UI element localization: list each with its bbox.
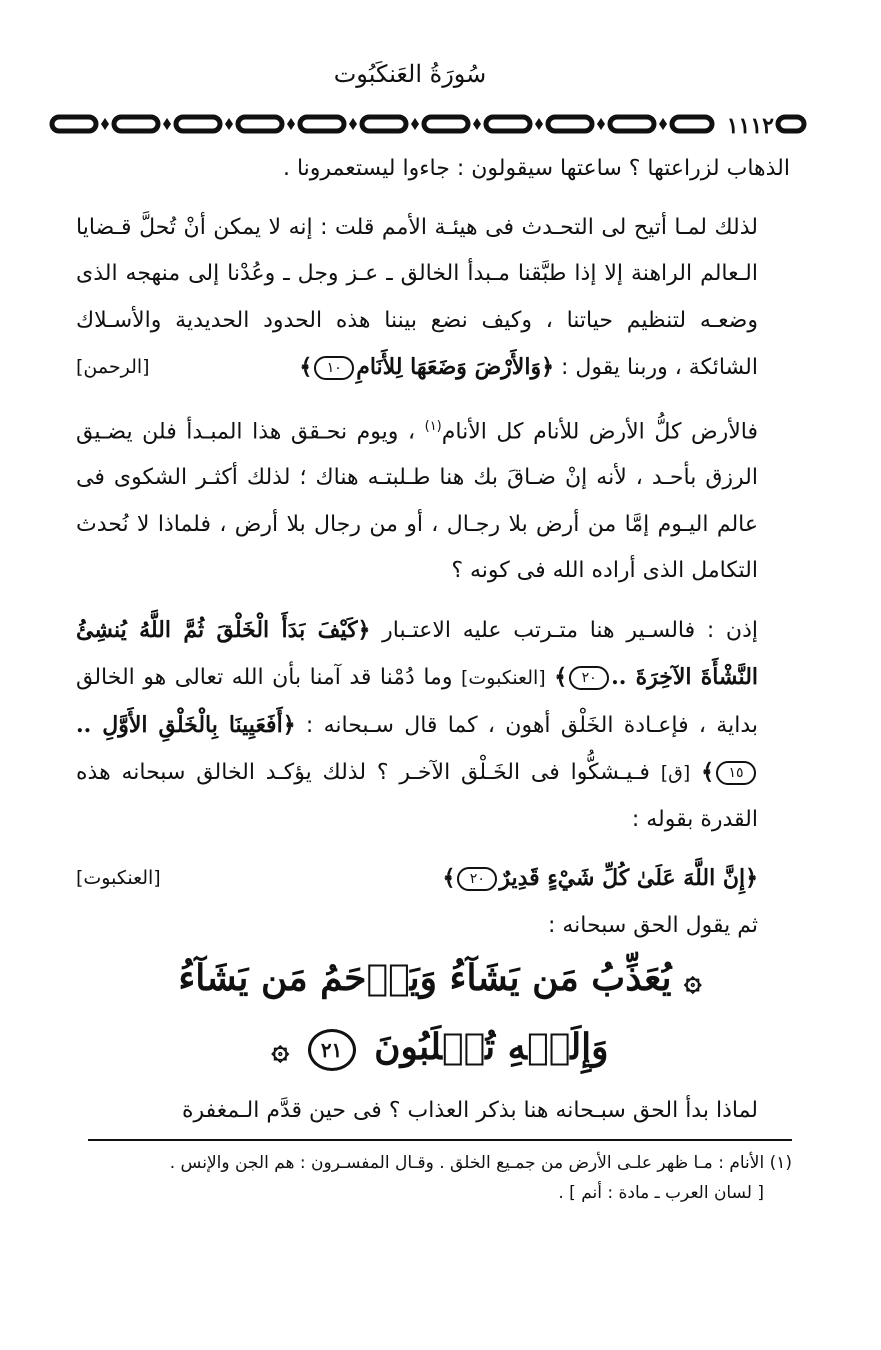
- text-line: الذهاب لزراعتها ؟ ساعتها سيقولون : جاءوا ليستعمرونا .: [282, 156, 790, 181]
- footnote-marker: (١): [424, 418, 442, 434]
- footnote-divider: [88, 1139, 792, 1141]
- highlighted-verse: [150, 945, 730, 1085]
- quran-quote: ﴿إِنَّ اللَّهَ عَلَىٰ كُلِّ شَيْءٍ قَدِيرٌ: [499, 865, 758, 892]
- surah-title: سُورَةُ العَنكَبُوت: [333, 60, 487, 88]
- main-text: [76, 146, 790, 949]
- page-number: ١١١٢: [726, 113, 774, 139]
- footnotes: [88, 1148, 792, 1208]
- verse-text: وَإِلَيۡهِ تُقۡلَبُونَ: [374, 1026, 609, 1068]
- quote-close: ﴾: [442, 865, 456, 892]
- verse-line: [150, 945, 730, 1014]
- paragraph-text: فـيـشكُّوا فى الخَـلْق الآخـر ؟ لذلك يؤكـد الخالق سبحانه هذه القدرة بقوله :: [76, 760, 758, 832]
- paragraph: [76, 607, 790, 844]
- verse-text: يُعَذِّبُ مَن يَشَآءُ وَيَرۡحَمُ مَن يَشَآءُ: [178, 957, 672, 999]
- ayah-number: ١٥: [716, 761, 756, 785]
- quote-close: ﴾: [701, 759, 715, 786]
- paragraph: [76, 205, 790, 392]
- paragraph-text: إذن : فالسـير هنا متـرتب عليه الاعتـبار: [382, 617, 759, 643]
- paragraph: [76, 855, 790, 903]
- surah-reference: [ق]: [660, 762, 691, 785]
- footnote-text: (١) الأنام : مـا ظهر علـى الأرض من جمـيع الخلق . وقـال المفسـرون : هم الجن والإنس .: [169, 1153, 792, 1173]
- quran-quote: ﴿كَيْفَ بَدَأَ الْخَلْقَ ثُمَّ اللَّهُ يُنشِئُ النَّشْأَةَ الآخِرَةَ ..: [76, 616, 759, 691]
- quote-close: ﴾: [299, 354, 313, 380]
- ornament-icon: ۞: [684, 963, 702, 998]
- paragraph-text: وما دُمْنا قد آمنا بأن الله تعالى هو الخالق بداية ، فإعـادة الخَلْق أهون ، كما قال سـبحانه :: [76, 665, 758, 738]
- continuation-text: [76, 1088, 790, 1134]
- verse-number: ٢١: [308, 1029, 356, 1071]
- ayah-number: ٢٠: [569, 666, 609, 690]
- ayah-number: ٢٠: [457, 867, 497, 891]
- text-line: ثم يقول الحق سبحانه :: [547, 912, 758, 938]
- quote-close: ﴾: [554, 664, 568, 691]
- paragraph-text: ، ويوم نحـقق هذا المبـدأ فلن يضـيق الرزق بأحـد ، لأنه إنْ ضـاقَ بك هنا طـلبتـه هناك ؛ لذلك أكثـر الشكوى فى عالم اليـوم إمَّا من أرض بلا رجـال ، أو من رجال بلا أرض ، فلماذا لا نُحدث التكامل الذى أراده الله فى كونه ؟: [76, 418, 758, 584]
- ornament-icon: ۞: [271, 1032, 290, 1067]
- paragraph: [76, 404, 790, 595]
- ornamental-border: [48, 109, 808, 139]
- ayah-number: ١٠: [314, 356, 354, 380]
- quran-quote: ﴿وَالأَرْضَ وَضَعَهَا لِلأَنَامِ: [356, 354, 554, 380]
- paragraph-text: فالأرض كلُّ الأرض للأنام كل الأنام: [441, 418, 758, 444]
- surah-reference: [العنكبوت]: [460, 667, 546, 690]
- paragraph-text: لذلك لمـا أتيح لى التحـدث فى هيئـة الأمم قلت : إنه لا يمكن أنْ تُحلَّ قـضايا الـعالم الراهنة إلا إذا طبَّقنا مـبدأ الخالق ـ عـز وجل ـ وعُدْنا إلى منهجه الذى وضعـه لتنظيم حياتنا ، وكيف نضع بيننا هذه الحدود الحديدية والأسـلاك الشائكة ، وربنا يقول :: [76, 214, 758, 380]
- text-line: لماذا بدأ الحق سبـحانه هنا بذكر العذاب ؟ فى حين قدَّم الـمغفرة: [181, 1098, 758, 1123]
- footnote-text: [ لسان العرب ـ مادة : أنم ] .: [558, 1183, 764, 1203]
- surah-reference: [الرحمن]: [76, 356, 150, 378]
- quran-quote: ﴿أَفَعَيِينَا بِالْخَلْقِ الأَوَّلِ ..: [76, 711, 296, 738]
- verse-line: [150, 1014, 730, 1083]
- surah-reference: [العنكبوت]: [76, 867, 161, 890]
